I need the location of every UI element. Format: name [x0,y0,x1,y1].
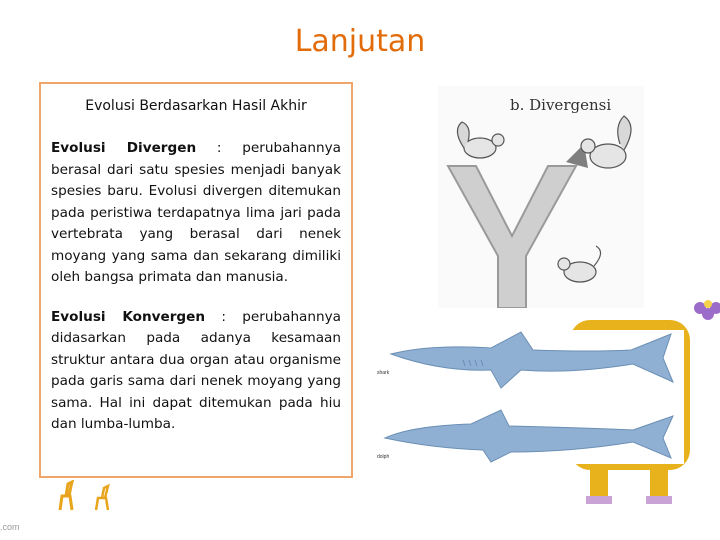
dolphin-icon [385,410,673,462]
small-giraffes-decoration [56,480,120,512]
giraffe-icon [96,486,108,510]
shark-label: shark [377,370,390,376]
giraffe-icon [60,482,72,510]
slide-title: Lanjutan [294,24,426,59]
rodent-icon [581,116,631,168]
y-branch-shape [448,166,576,308]
text-konvergen: : perubahannya didasarkan pada adanya kesamaan struktur antara dua organ atau organisme pada garis sama dari nenek moyang yang sama. Hal ini dapat ditemukan pada hiu dan lumba-lumba. [51,308,341,432]
text-divergen: : perubahannya berasal dari satu spesies menjadi banyak spesies baru. Evolusi divergen ditemukan pada peristiwa terdapatnya lima jari pada vertebrata yang berasal dari nenek moyang yang sama dan sekarang dimiliki oleh bangsa primata dan manusia. [51,140,341,285]
flower-icon [694,300,720,320]
paragraph-konvergen [51,307,341,436]
squirrel-icon [457,122,504,158]
text-box [39,82,353,478]
term-divergen: Evolusi Divergen [51,140,197,156]
box-heading: Evolusi Berdasarkan Hasil Akhir [85,98,307,114]
paragraph-divergen [51,138,341,289]
shark-dolphin-svg [371,330,684,464]
divergence-diagram [438,86,644,308]
divergence-diagram-svg [438,86,644,308]
shark-icon [391,332,673,388]
dolphin-label: dolph [377,454,390,460]
shark-dolphin-figure [371,330,684,464]
diagram-label: b. Divergensi [510,96,612,114]
small-animal-icon [558,246,601,282]
footer-text: .com [0,522,20,532]
term-konvergen: Evolusi Konvergen [51,308,206,325]
